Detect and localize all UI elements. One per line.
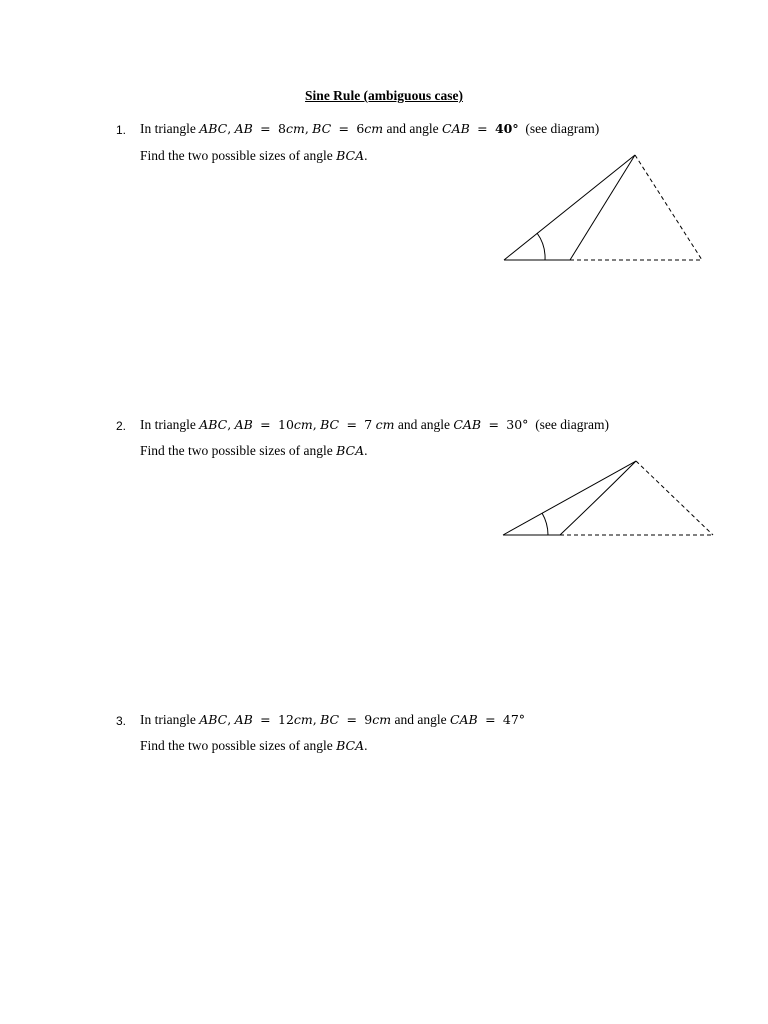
bc-label: BC <box>320 417 340 432</box>
triangle-diagram-2 <box>490 450 725 545</box>
bc-label: BC <box>320 712 340 727</box>
question-number: 1. <box>116 123 127 137</box>
ab-value: 10 <box>278 417 294 432</box>
find-text: Find the two possible sizes of angle <box>140 443 333 458</box>
side-ab <box>503 461 636 535</box>
ab-unit: cm <box>285 121 305 136</box>
diagram-note: (see diagram) <box>525 121 600 136</box>
side-ab <box>504 155 635 260</box>
ab-label: AB <box>234 417 253 432</box>
ab-value: 8 <box>278 121 286 136</box>
angle-value: 47° <box>502 712 526 727</box>
bc-unit: cm <box>372 712 392 727</box>
intro-text: In triangle <box>140 121 196 136</box>
find-angle: BCA <box>336 148 365 163</box>
angle-label: CAB <box>449 712 478 727</box>
bc-value: 6 <box>356 121 365 136</box>
question-statement: In triangle ABC, AB = 10cm, BC = 7 cm and angle CAB = 30° (see diagram) <box>140 417 610 432</box>
bc-unit: cm <box>375 417 395 432</box>
question-task: Find the two possible sizes of angle BCA. <box>140 443 368 458</box>
angle-arc <box>542 513 548 535</box>
worksheet-title: Sine Rule (ambiguous case) <box>305 88 463 103</box>
question-number: 2. <box>116 419 127 433</box>
find-text: Find the two possible sizes of angle <box>140 738 333 753</box>
ab-unit: cm <box>293 417 313 432</box>
question-task: Find the two possible sizes of angle BCA. <box>140 738 368 753</box>
intro-text: In triangle <box>140 417 196 432</box>
angle-word: and angle <box>397 417 450 432</box>
angle-arc <box>537 233 545 260</box>
side-bc-long <box>635 155 702 260</box>
ab-unit: cm <box>293 712 313 727</box>
question-number: 3. <box>116 714 127 728</box>
triangle-name: ABC <box>199 712 228 727</box>
ab-label: AB <box>234 712 253 727</box>
ab-label: AB <box>234 121 253 136</box>
angle-label: CAB <box>453 417 482 432</box>
find-angle: BCA <box>336 443 365 458</box>
intro-text: In triangle <box>140 712 196 727</box>
angle-word: and angle <box>386 121 439 136</box>
bc-value: 9 <box>364 712 373 727</box>
side-bc-long <box>636 461 713 535</box>
triangle-name: ABC <box>199 121 228 136</box>
triangle-name: ABC <box>199 417 228 432</box>
bc-unit: cm <box>364 121 384 136</box>
side-bc-short <box>560 461 636 535</box>
bc-value: 7 <box>364 417 373 432</box>
triangle-diagram-1 <box>490 145 720 270</box>
ab-value: 12 <box>278 712 294 727</box>
find-angle: BCA <box>336 738 365 753</box>
bc-label: BC <box>312 121 332 136</box>
question-task: Find the two possible sizes of angle BCA. <box>140 148 368 163</box>
angle-label: CAB <box>442 121 470 136</box>
question-statement: In triangle ABC, AB = 12cm, BC = 9cm and angle CAB = 47° <box>140 712 526 727</box>
angle-word: and angle <box>394 712 447 727</box>
diagram-note: (see diagram) <box>535 417 610 432</box>
find-text: Find the two possible sizes of angle <box>140 148 333 163</box>
question-statement: In triangle ABC, AB = 8cm, BC = 6cm and angle CAB = 40° (see diagram) <box>140 121 600 136</box>
side-bc-short <box>570 155 635 260</box>
angle-value: 40° <box>494 121 519 136</box>
angle-value: 30° <box>506 417 529 432</box>
